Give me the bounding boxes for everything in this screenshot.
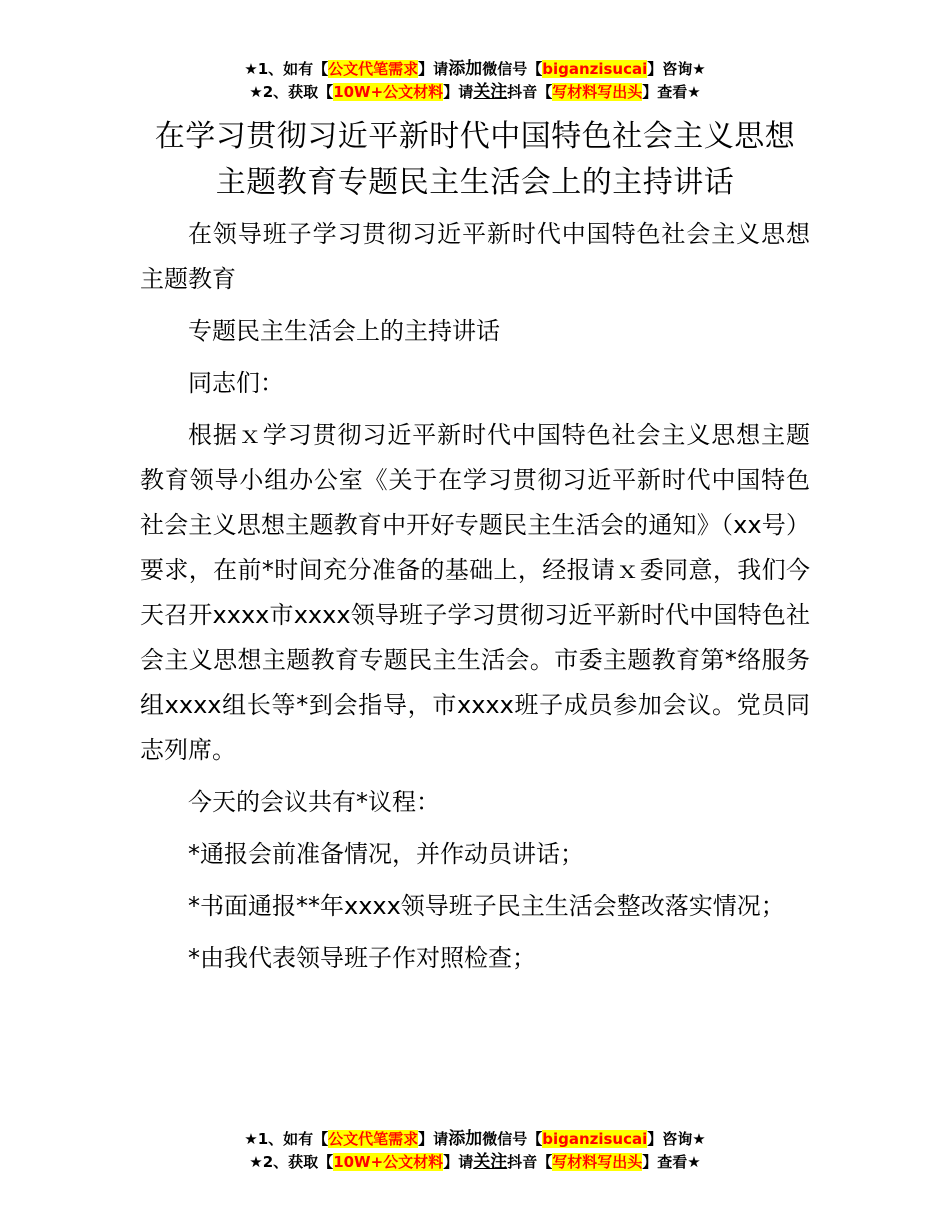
- banner-text: 】请: [443, 83, 474, 101]
- paragraph: 同志们：: [188, 369, 284, 397]
- banner-text: ★1、如有【: [244, 60, 329, 78]
- banner-highlight: 公文代笔需求: [328, 60, 419, 78]
- banner-highlight: 10W+公文材料: [333, 83, 444, 101]
- banner-highlight: biganzisucai: [542, 60, 648, 78]
- banner-line-2: [0, 81, 950, 104]
- paragraph: 根据ｘ学习贯彻习近平新时代中国特色社会主义思想主题教育领导小组办公室《关于在学习贯彻习近平新时代中国特色社会主义思想主题教育中开好专题民主生活会的通知》（xx号）要求，在前*时间充分准备的基础上，经报请ｘ委同意，我们今天召开xxxx市xxxx领导班子学习贯彻习近平新时代中国特色社会主义思想主题教育专题民主生活会。市委主题教育第*络服务组xxxx组长等*到会指导，市xxxx班子成员参加会议。党员同志列席。: [140, 421, 810, 764]
- document-title: 在学习贯彻习近平新时代中国特色社会主义思想主题教育专题民主生活会上的主持讲话: [154, 119, 796, 200]
- paragraph: 专题民主生活会上的主持讲话: [188, 317, 500, 345]
- banner-text: 抖音【: [507, 1153, 553, 1171]
- banner-line-1: [0, 58, 950, 81]
- banner-text: 】咨询★: [647, 1130, 706, 1148]
- banner-text: 微信号【: [482, 1130, 543, 1148]
- banner-line-1: [0, 1128, 950, 1151]
- banner-text: 】查看★: [642, 1153, 701, 1171]
- paragraph: 今天的会议共有*议程：: [188, 788, 440, 816]
- banner-emphasis: 添加: [448, 1129, 483, 1149]
- banner-highlight: 写材料写出头: [552, 1153, 643, 1171]
- document-body: [140, 212, 810, 988]
- banner-highlight: 写材料写出头: [552, 83, 643, 101]
- banner-text: 】请: [418, 1130, 449, 1148]
- banner-text: 微信号【: [482, 60, 543, 78]
- banner-text: 抖音【: [507, 83, 553, 101]
- banner-text: 】咨询★: [647, 60, 706, 78]
- banner-text: 】查看★: [642, 83, 701, 101]
- banner-highlight: biganzisucai: [542, 1130, 648, 1148]
- header-banner: [0, 58, 950, 104]
- banner-highlight: 10W+公文材料: [333, 1153, 444, 1171]
- paragraph: *由我代表领导班子作对照检查；: [188, 944, 536, 972]
- banner-emphasis: 关注: [473, 1152, 508, 1172]
- banner-emphasis: 关注: [473, 82, 508, 102]
- banner-emphasis: 添加: [448, 59, 483, 79]
- banner-text: 】请: [418, 60, 449, 78]
- banner-text: 】请: [443, 1153, 474, 1171]
- banner-line-2: [0, 1151, 950, 1174]
- paragraph: *书面通报**年xxxx领导班子民主生活会整改落实情况；: [188, 892, 785, 920]
- footer-banner: [0, 1128, 950, 1174]
- banner-highlight: 公文代笔需求: [328, 1130, 419, 1148]
- paragraph: 在领导班子学习贯彻习近平新时代中国特色社会主义思想主题教育: [140, 220, 810, 293]
- banner-text: ★1、如有【: [244, 1130, 329, 1148]
- banner-text: ★2、获取【: [249, 1153, 334, 1171]
- banner-text: ★2、获取【: [249, 83, 334, 101]
- paragraph: *通报会前准备情况，并作动员讲话；: [188, 840, 584, 868]
